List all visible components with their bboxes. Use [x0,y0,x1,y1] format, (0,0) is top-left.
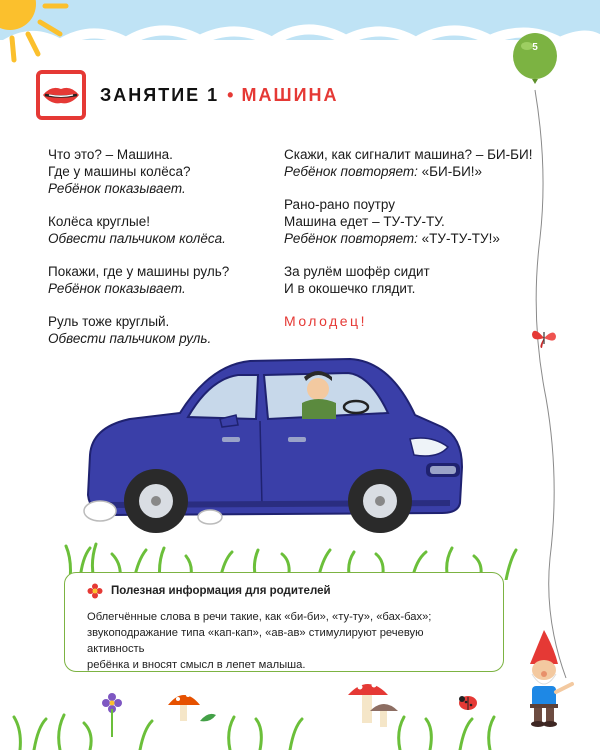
sun-icon [0,0,90,70]
lesson-separator: • [227,84,234,105]
instruction-line: Обвести пальчиком колёса. [48,231,226,246]
stanza [48,213,278,247]
repeat-line [284,230,539,247]
instruction-line: Ребёнок показывает. [48,181,186,196]
text-line: За рулём шофёр сидит [284,264,430,279]
text-line: Рано-рано поутру [284,197,395,212]
balloon-icon [510,32,560,92]
instruction-prefix: Ребёнок повторяет: [284,231,418,246]
repeat-line [284,163,539,180]
text-line: Руль тоже круглый. [48,314,170,329]
sound-word: «ТУ-ТУ-ТУ!» [417,231,500,246]
info-title: Полезная информация для родителей [111,585,331,597]
lips-icon [36,70,86,120]
text-line: Покажи, где у машины руль? [48,264,230,279]
stanza [284,263,539,297]
text-line: Колёса круглые! [48,214,150,229]
flower-icon [87,583,103,599]
info-line: звукоподражание типа «кап-кап», «ав-ав» стимулируют речевую активность [87,627,424,655]
info-header [87,583,481,599]
butterfly-icon [530,326,558,350]
parent-info-box [64,572,504,672]
lesson-header [36,70,339,120]
instruction-line: Обвести пальчиком руль. [48,331,212,346]
lesson-topic: МАШИНА [241,84,339,105]
praise-text: Молодец! [284,313,367,329]
stanza [48,146,278,197]
sound-word: «БИ-БИ!» [417,164,483,179]
text-line: Машина едет – ТУ-ТУ-ТУ. [284,214,445,229]
left-text-column [48,146,278,363]
car-illustration [70,335,470,545]
stanza [48,263,278,297]
text-line: И в окошечко глядит. [284,281,416,296]
info-body [87,609,481,673]
stanza [284,146,539,180]
right-text-column [284,146,539,330]
purple-flower [102,693,122,737]
page-number: 5 [532,42,538,53]
grass-decoration [60,520,520,580]
text-line: Скажи, как сигналит машина? – БИ-БИ! [284,147,533,162]
ladybug-icon [459,696,477,710]
stanza [284,196,539,247]
lesson-label: ЗАНЯТИЕ 1 [100,84,220,105]
info-line: Облегчённые слова в речи такие, как «би-би», «ту-ту», «бах-бах»; [87,611,432,623]
info-line: ребёнка и вносят смысл в лепет малыша. [87,659,306,671]
gnome-icon [510,628,580,728]
text-line: Где у машины колёса? [48,164,191,179]
instruction-line: Ребёнок показывает. [48,281,186,296]
instruction-prefix: Ребёнок повторяет: [284,164,418,179]
text-line: Что это? – Машина. [48,147,173,162]
